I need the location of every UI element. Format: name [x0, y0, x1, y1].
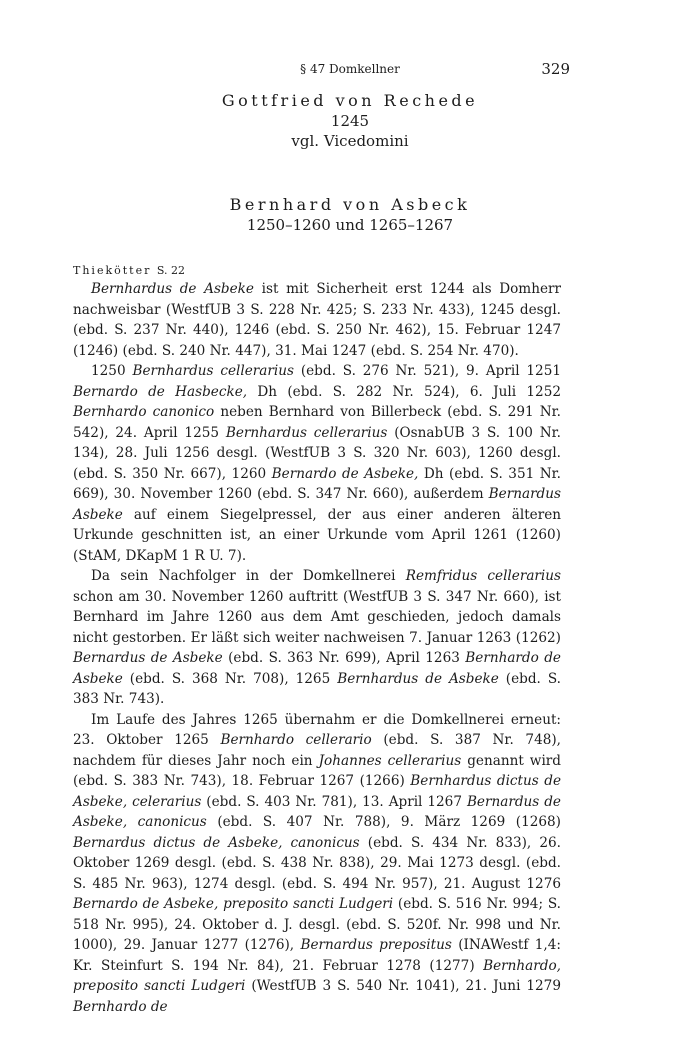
italic-text-run: Bernhardo canonico	[73, 404, 215, 420]
running-title: § 47 Domkellner	[300, 62, 400, 76]
text-run: (ebd. S. 276 Nr. 521), 9. April 1251	[293, 363, 561, 379]
text-run: ist mit Sicherheit erst 1244 als Domherr nachweisbar (WestfUB 3 S. 228 Nr. 425; S. 233 Nr. 433), 1245 desgl. (ebd. S. 237 Nr. 440), 1246 (ebd. S. 250 Nr. 462), 15. Februar 1247 (1246) (ebd. S. 240 Nr. 447), 31. Mai 1247 (ebd. S. 254 Nr. 470).	[73, 281, 561, 359]
text-run: (ebd. S. 363 Nr. 699), April 1263	[222, 650, 466, 666]
paragraph	[73, 566, 561, 710]
text-run: (ebd. S. 387 Nr. 748), nachdem für dieses Jahr noch ein	[73, 732, 561, 769]
italic-text-run: Bernardus de Asbeke, canonicus	[73, 793, 561, 830]
text-run: Im Laufe des Jahres 1265 übernahm er die Domkellnerei erneut: 23. Oktober 1265	[73, 711, 561, 748]
text-run: (ebd. S. 383 Nr. 743).	[73, 670, 561, 707]
text-run: (WestfUB 3 S. 540 Nr. 1041), 21. Juni 1279	[245, 978, 561, 994]
italic-text-run: Bernardus prepositus	[300, 937, 452, 953]
italic-text-run: Bernardo de Asbeke,	[271, 465, 419, 482]
source-page: S. 22	[156, 264, 185, 277]
italic-text-run: Bernhardus de Asbeke	[337, 670, 499, 687]
italic-text-run: Bernhardo de	[73, 998, 168, 1015]
italic-text-run: Bernardo de Hasbecke,	[73, 383, 248, 400]
running-head	[0, 60, 700, 78]
text-run: (ebd. S. 434 Nr. 833), 26. Oktober 1269 desgl. (ebd. S. 438 Nr. 838), 29. Mai 1273 desgl. (ebd. S. 485 Nr. 963), 1274 desgl. (ebd. S. 494 Nr. 957), 21. August 1276	[73, 834, 561, 892]
text-run: neben Bernhard von Billerbeck (ebd. S. 291 Nr. 542), 24. April 1255	[73, 404, 561, 441]
text-run: Dh (ebd. S. 351 Nr. 669), 30. November 1260 (ebd. S. 347 Nr. 660), außerdem	[73, 465, 561, 502]
paragraph	[73, 710, 561, 1018]
source-author: Thiekötter	[73, 264, 152, 277]
italic-text-run: Johannes cellerarius	[318, 752, 462, 769]
text-run: genannt wird (ebd. S. 383 Nr. 743), 18. Februar 1267 (1266)	[73, 752, 561, 789]
italic-text-run: Bernhardo de Asbeke	[73, 650, 561, 687]
text-run: schon am 30. November 1260 auftritt (WestfUB 3 S. 347 Nr. 660), ist Bernhard im Jahre 1260 aus dem Amt geschieden, jedoch damals nicht gestorben. Er läßt sich weiter nachweisen 7. Januar 1263 (1262)	[73, 588, 561, 646]
text-run: (ebd. S. 403 Nr. 781), 13. April 1267	[201, 793, 467, 810]
italic-text-run: Bernardo de Asbeke, preposito sancti Ludgeri	[73, 896, 394, 912]
entry-heading-bernhard	[0, 195, 700, 235]
italic-text-run: Bernhardus dictus de Asbeke, celerarius	[73, 773, 561, 810]
italic-text-run: Bernhardus de Asbeke	[91, 281, 254, 297]
entry-dates: 1245	[330, 112, 370, 130]
page-number: 329	[541, 60, 570, 78]
entry-name: Bernhard von Asbeck	[229, 195, 471, 214]
italic-text-run: Bernhardus cellerarius	[132, 363, 294, 379]
entry-note: vgl. Vicedomini	[291, 132, 409, 150]
text-run: (ebd. S. 516 Nr. 994; S. 518 Nr. 995), 24. Oktober d. J. desgl. (ebd. S. 520f. Nr. 998 und Nr. 1000), 29. Januar 1277 (1276),	[73, 896, 561, 953]
italic-text-run: Bernhardo cellerario	[220, 732, 372, 748]
italic-text-run: Bernhardo, preposito sancti Ludgeri	[73, 957, 561, 994]
italic-text-run: Bernardus de Asbeke	[73, 650, 223, 666]
italic-text-run: Bernardus dictus de Asbeke, canonicus	[73, 834, 360, 851]
text-run: (ebd. S. 368 Nr. 708), 1265	[122, 670, 338, 687]
italic-text-run: Bernhardus cellerarius	[225, 424, 388, 441]
italic-text-run: Bernardus Asbeke	[73, 486, 561, 523]
paragraph	[73, 279, 561, 361]
text-run: (OsnabUB 3 S. 100 Nr. 134), 28. Juli 1256 desgl. (WestfUB 3 S. 320 Nr. 603), 1260 desgl. (ebd. S. 350 Nr. 667), 1260	[73, 424, 561, 482]
paragraph	[73, 361, 561, 566]
text-run: 1250	[91, 363, 133, 379]
text-run: auf einem Siegelpressel, der aus einer anderen älteren Urkunde geschnitten ist, an einer Urkunde vom April 1261 (1260) (StAM, DKapM 1 R U. 7).	[73, 506, 561, 564]
italic-text-run: Remfridus cellerarius	[405, 568, 561, 584]
text-run: (INAWestf 1,4: Kr. Steinfurt S. 194 Nr. 84), 21. Februar 1278 (1277)	[73, 937, 561, 974]
text-run: Dh (ebd. S. 282 Nr. 524), 6. Juli 1252	[247, 383, 561, 400]
entry-dates: 1250–1260 und 1265–1267	[246, 216, 454, 234]
entry-heading-gottfried	[0, 91, 700, 151]
source-reference	[73, 263, 561, 279]
text-run: (ebd. S. 407 Nr. 788), 9. März 1269 (1268)	[206, 814, 561, 830]
entry-name: Gottfried von Rechede	[221, 91, 479, 110]
text-run: Da sein Nachfolger in der Domkellnerei	[91, 568, 406, 584]
entry-body	[73, 263, 561, 1017]
